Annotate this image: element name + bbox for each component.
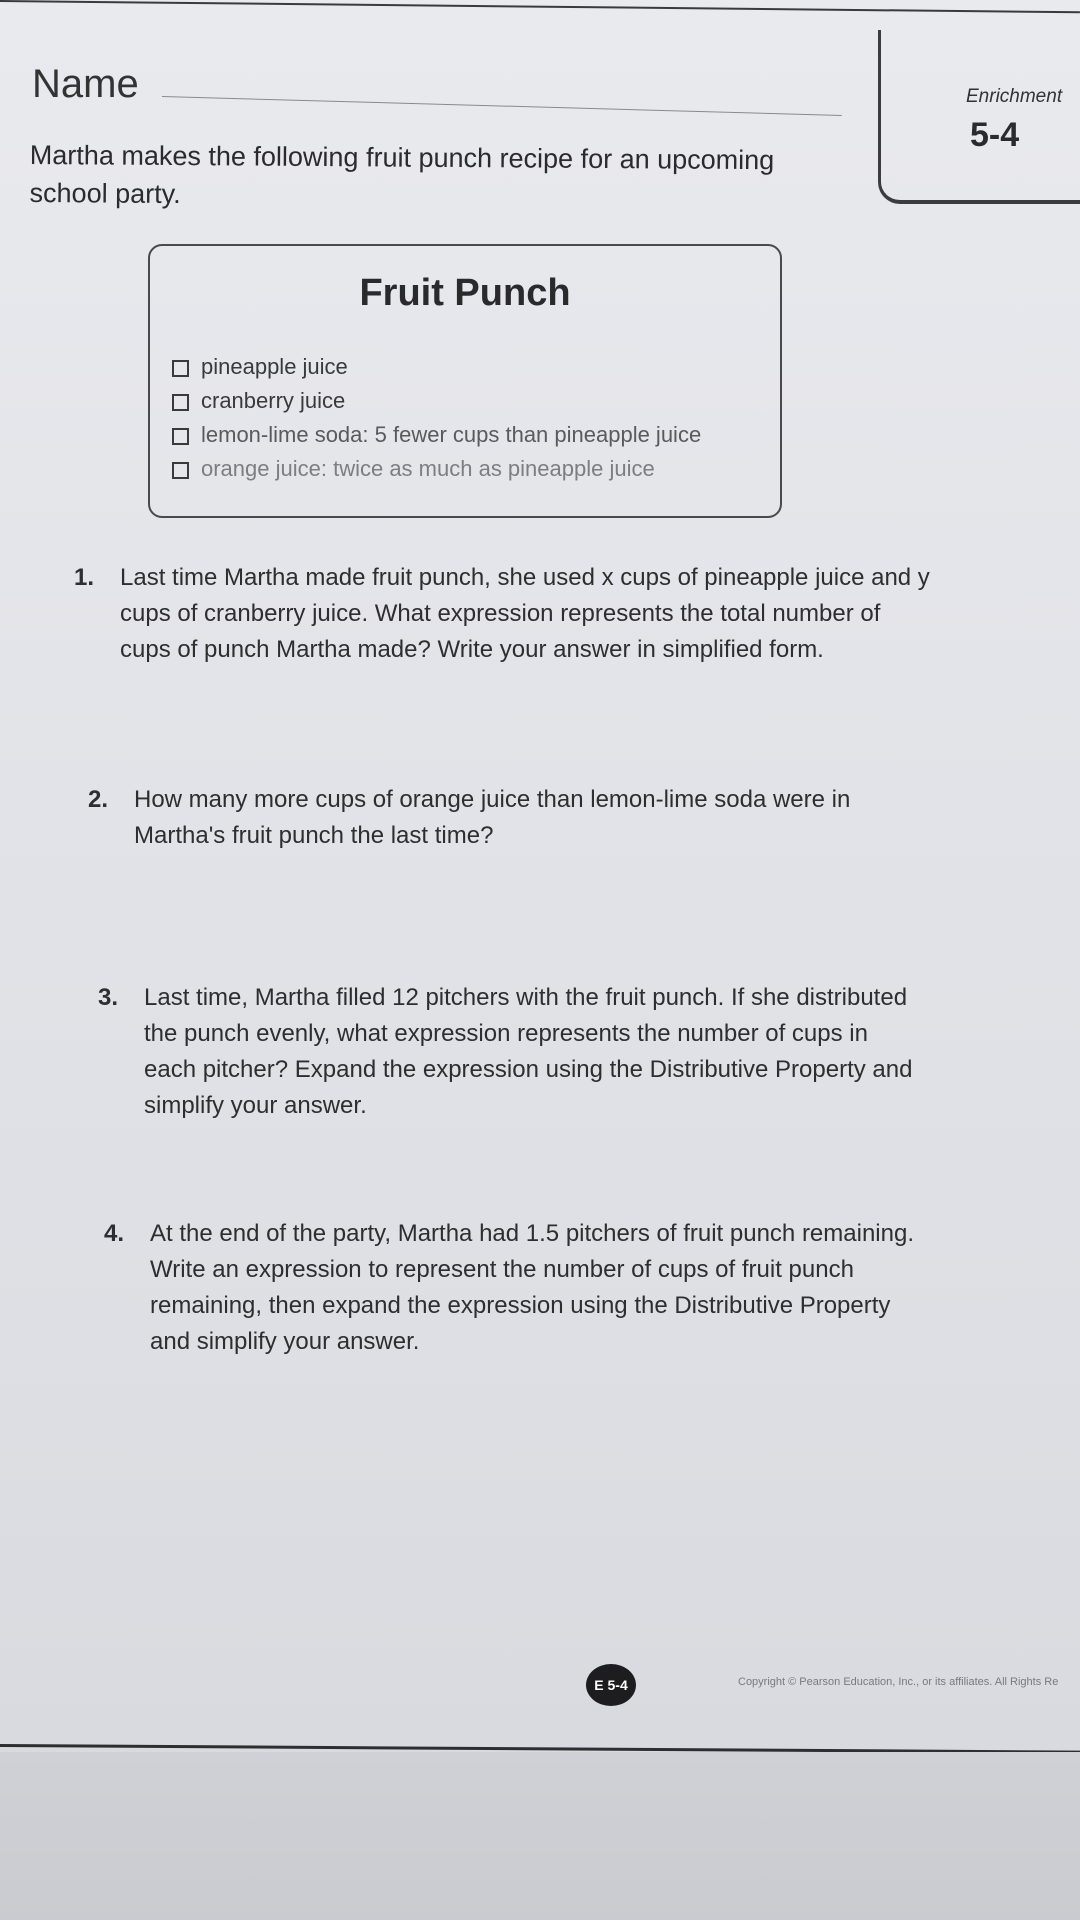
question-1: [74, 560, 930, 668]
recipe-item-label: pineapple juice: [201, 354, 348, 379]
recipe-item: [172, 418, 701, 452]
recipe-item-label: cranberry juice: [201, 388, 346, 413]
recipe-item-label: orange juice: twice as much as pineapple juice: [201, 456, 655, 481]
question-text: Last time Martha made fruit punch, she used x cups of pineapple juice and y cups of cranberry juice. What expression represents the total number of cups of punch Martha made? Write your answer in simplified form.: [120, 564, 930, 663]
question-2: [88, 782, 934, 854]
name-line: [162, 96, 842, 116]
copyright-notice: Copyright © Pearson Education, Inc., or its affiliates. All Rights Re: [738, 1676, 1059, 1688]
lesson-number: 5-4: [970, 116, 1020, 154]
intro-text: Martha makes the following fruit punch recipe for an upcoming school party.: [29, 139, 775, 210]
question-number: 4.: [104, 1220, 125, 1247]
recipe-item-label: lemon-lime soda: 5 fewer cups than pineapple juice: [201, 422, 702, 447]
enrichment-label: Enrichment: [966, 86, 1063, 107]
question-3: [98, 980, 924, 1124]
name-label: Name: [32, 62, 139, 106]
checkbox-icon: [172, 428, 189, 445]
page-badge: E 5-4: [586, 1664, 636, 1706]
page-bottom-margin: [0, 1752, 1080, 1920]
recipe-item: [172, 350, 701, 384]
recipe-list: [172, 350, 701, 486]
recipe-box: [148, 244, 782, 518]
question-text: How many more cups of orange juice than lemon-lime soda were in Martha's fruit punch the last time?: [134, 786, 851, 849]
question-number: 2.: [88, 786, 109, 813]
question-number: 3.: [98, 984, 119, 1011]
question-4: [104, 1216, 920, 1360]
recipe-title: Fruit Punch: [359, 272, 571, 314]
checkbox-icon: [172, 462, 189, 479]
recipe-item: [172, 384, 701, 418]
top-rule: [0, 0, 1080, 13]
question-text: At the end of the party, Martha had 1.5 pitchers of fruit punch remaining. Write an expression to represent the number of cups of fruit punch remaining, then expand the expression using the Distributive Property and simplify your answer.: [150, 1220, 914, 1355]
question-text: Last time, Martha filled 12 pitchers with the fruit punch. If she distributed the punch evenly, what expression represents the number of cups in each pitcher? Expand the expression using the Distributive Property and simplify your answer.: [144, 984, 913, 1119]
question-number: 1.: [74, 564, 95, 591]
recipe-item: [172, 452, 701, 486]
checkbox-icon: [172, 394, 189, 411]
checkbox-icon: [172, 360, 189, 377]
